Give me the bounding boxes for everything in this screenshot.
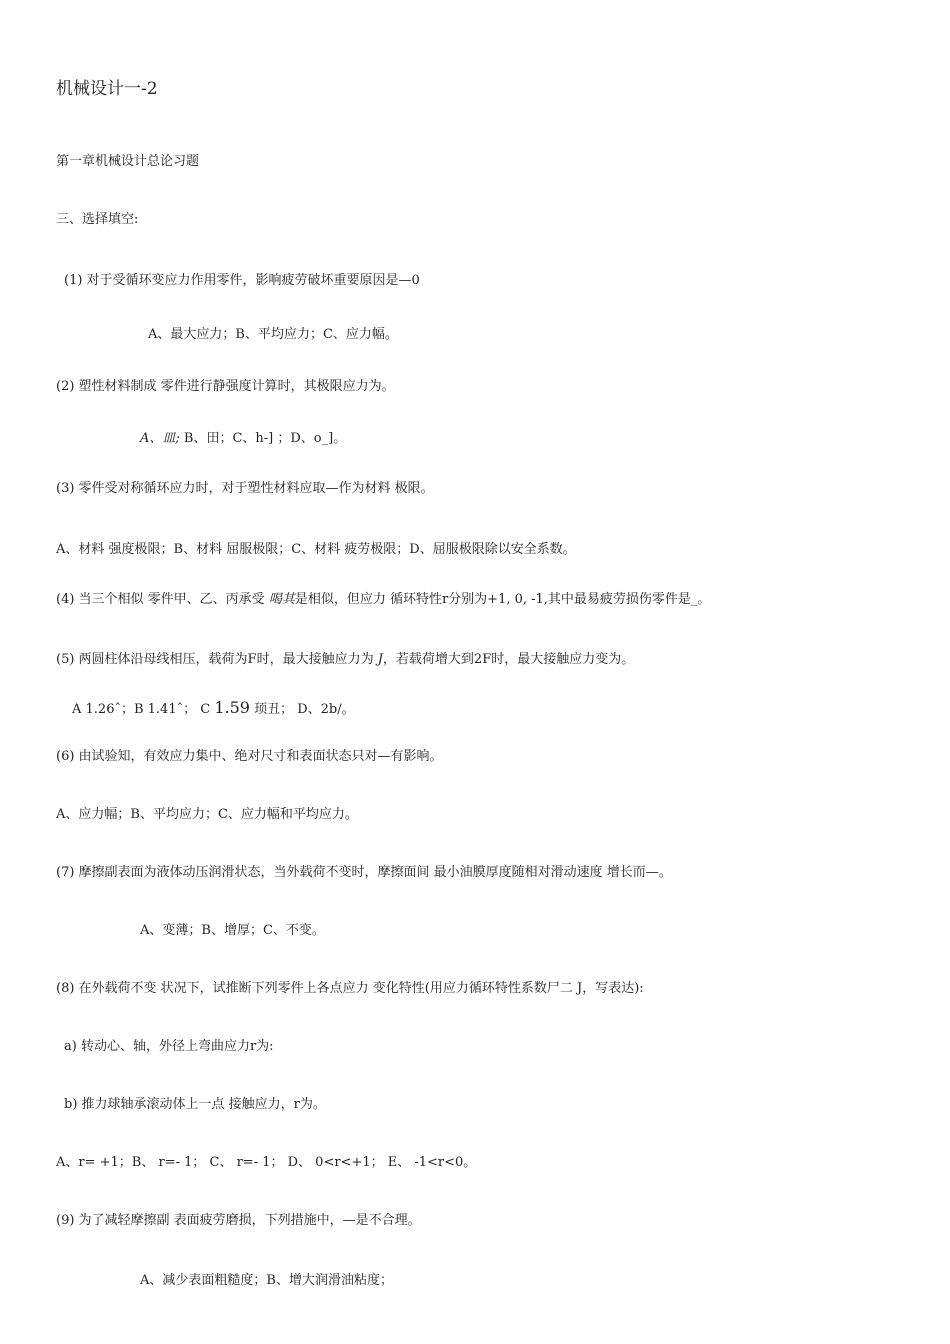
question-4-post: 是相似，但应力 循环特性r分别为+1, 0, -1,其中最易疲劳损伤零件是_。 xyxy=(294,592,711,607)
question-4 xyxy=(56,591,710,609)
question-5-opt-post: 顼丑； D、2b/。 xyxy=(249,702,355,717)
question-7-options: A、变薄；B、增厚；C、不变。 xyxy=(140,923,325,938)
question-5-opt-pre: A 1.26ˆ；B 1.41ˆ； C xyxy=(72,702,215,717)
doc-title: 机械设计一-2 xyxy=(56,79,158,99)
question-8-options: A、r= +1；B、 r=- 1； C、 r=- 1； D、 0<r<+1； E、 -1<r<0。 xyxy=(56,1155,477,1170)
question-5-post: ，若载荷增大到2F时，最大接触应力变为。 xyxy=(382,652,635,667)
question-8-a: a) 转动心、轴，外径上弯曲应力r为: xyxy=(64,1039,274,1054)
chapter-heading: 第一章机械设计总论习题 xyxy=(56,154,200,169)
question-5-opt-big: 1.59 xyxy=(214,698,250,717)
question-5-italic: J xyxy=(377,652,383,667)
question-2-options xyxy=(140,430,346,448)
question-9: (9) 为了减轻摩擦副 表面疲劳磨损，下列措施中，—是不合理。 xyxy=(56,1213,421,1228)
question-5-pre: (5) 两圆柱体沿母线相压，载荷为F时，最大接触应力为 xyxy=(56,652,378,667)
question-4-pre: (4) 当三个相似 零件甲、乙、丙承受 xyxy=(56,592,269,607)
question-6-options: A、应力幅；B、平均应力；C、应力幅和平均应力。 xyxy=(56,807,358,822)
question-1: (1) 对于受循环变应力作用零件，影响疲劳破坏重要原因是—0 xyxy=(64,273,420,288)
question-5-options xyxy=(72,699,355,719)
question-6: (6) 由试验知，有效应力集中、绝对尺寸和表面状态只对—有影响。 xyxy=(56,749,443,764)
section-heading: 三、选择填空: xyxy=(56,212,139,227)
question-1-options: A、最大应力；B、平均应力；C、应力幅。 xyxy=(148,327,398,342)
question-2-option-rest: B、田；C、h-] ；D、o_]。 xyxy=(179,431,347,446)
question-5 xyxy=(56,651,634,669)
question-3-options: A、材料 强度极限；B、材料 屈服极限；C、材料 疲劳极限；D、屈服极限除以安全系数。 xyxy=(56,542,576,557)
question-7: (7) 摩擦副表面为液体动压润滑状态，当外载荷不变时，摩擦面间 最小油膜厚度随相对滑动速度 增长而—。 xyxy=(56,865,672,880)
question-9-options: A、减少表面粗糙度；B、增大润滑油粘度； xyxy=(140,1273,393,1288)
question-8: (8) 在外载荷不变 状况下，试推断下列零件上各点应力 变化特性(用应力循环特性系数尸二 J，写表达): xyxy=(56,981,644,996)
question-4-italic: 喝其 xyxy=(268,592,295,607)
question-2: (2) 塑性材料制成 零件进行静强度计算时，其极限应力为。 xyxy=(56,379,395,394)
question-2-option-a: A、皿; xyxy=(140,431,180,446)
question-3: (3) 零件受对称循环应力时，对于塑性材料应取—作为材料 极限。 xyxy=(56,481,434,496)
question-8-b: b) 推力球轴承滚动体上一点 接触应力，r为。 xyxy=(64,1097,326,1112)
